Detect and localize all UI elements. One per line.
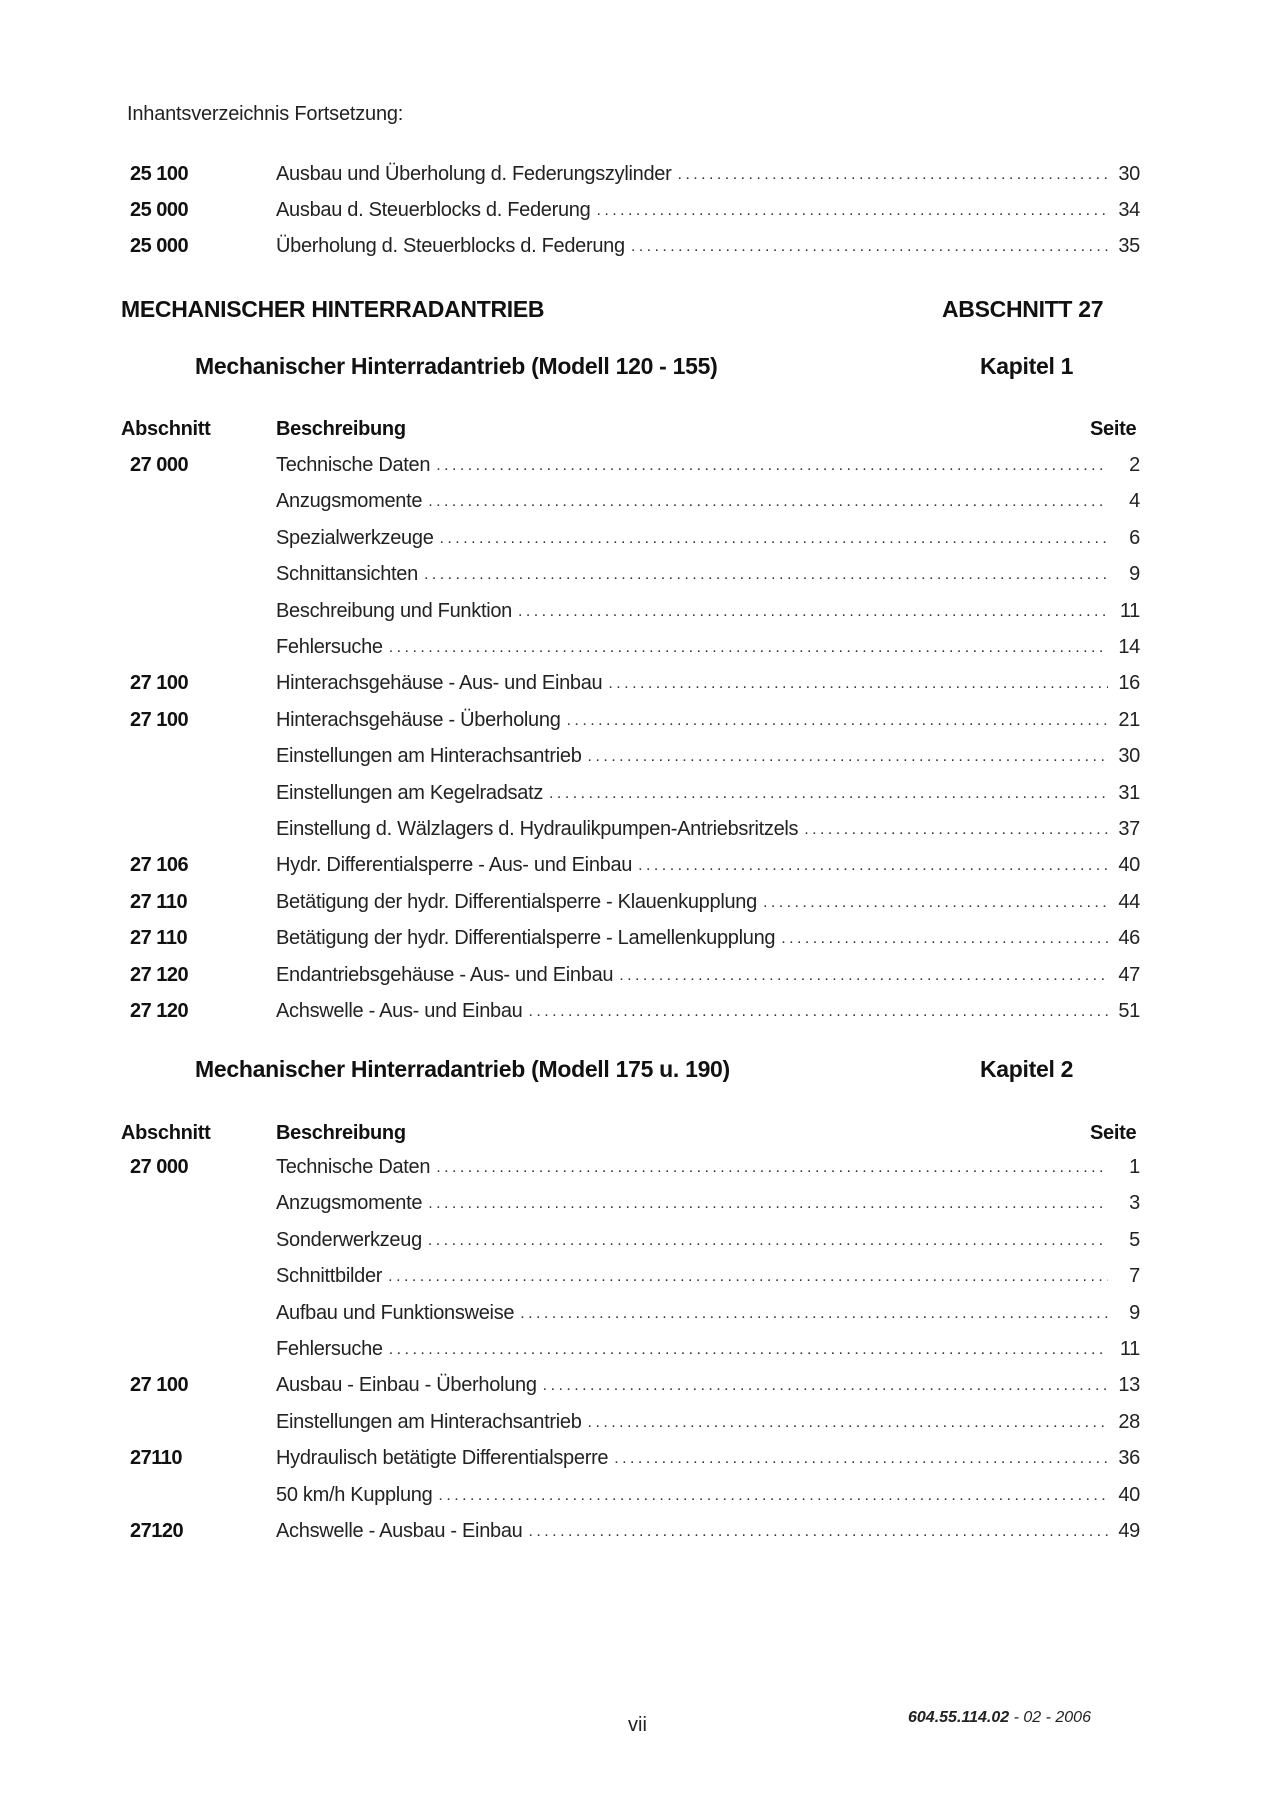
toc-entry[interactable] <box>120 560 1140 588</box>
entry-page-number: 2 <box>1129 454 1140 476</box>
dot-leader <box>588 1409 1108 1437</box>
entry-page-number: 30 <box>1118 163 1140 185</box>
toc-entry[interactable] <box>120 961 1140 989</box>
entry-description: Aufbau und Funktionsweise <box>276 1301 515 1324</box>
entry-page-number: 1 <box>1129 1156 1140 1178</box>
dot-leader <box>428 1190 1108 1218</box>
dot-leader <box>424 561 1108 589</box>
entry-description: Technische Daten <box>276 454 431 476</box>
entry-page-number: 3 <box>1129 1192 1140 1215</box>
dot-leader <box>428 1227 1108 1255</box>
dot-leader <box>608 670 1108 698</box>
entry-description: Anzugsmomente <box>276 1192 423 1215</box>
toc-entry[interactable] <box>120 888 1140 916</box>
column-header-section: Abschnitt <box>121 418 211 440</box>
entry-section-number: 27 100 <box>130 672 189 695</box>
toc-entry[interactable] <box>120 997 1140 1025</box>
dot-leader <box>588 743 1108 771</box>
entry-page-number: 9 <box>1129 1301 1140 1324</box>
entry-description: Anzugsmomente <box>276 490 423 513</box>
section-title: MECHANISCHER HINTERRADANTRIEB <box>121 296 545 322</box>
entry-page-number: 16 <box>1118 672 1140 695</box>
entry-page-number: 28 <box>1118 1410 1140 1433</box>
entry-page-number: 49 <box>1118 1520 1140 1542</box>
chapter-number: Kapitel 1 <box>980 353 1074 379</box>
dot-leader <box>677 161 1108 189</box>
entry-section-number: 27 000 <box>130 1156 189 1178</box>
entry-section-number: 27 000 <box>130 454 189 476</box>
entry-description: Achswelle - Aus- und Einbau <box>276 1000 523 1022</box>
column-header-description: Beschreibung <box>276 418 406 440</box>
toc-entry[interactable] <box>120 706 1140 734</box>
entry-page-number: 4 <box>1129 490 1140 513</box>
dot-leader <box>520 1300 1108 1328</box>
dot-leader <box>567 707 1108 735</box>
toc-entry[interactable] <box>120 669 1140 697</box>
toc-entry[interactable] <box>120 815 1140 843</box>
toc-entry[interactable] <box>120 1189 1140 1217</box>
toc-entry[interactable] <box>120 160 1140 188</box>
dot-leader <box>440 525 1108 553</box>
entry-page-number: 5 <box>1129 1228 1140 1251</box>
toc-entry[interactable] <box>120 1517 1140 1545</box>
entry-description: Sonderwerkzeug <box>276 1228 422 1251</box>
entry-page-number: 31 <box>1118 781 1140 804</box>
dot-leader <box>781 925 1108 953</box>
toc-entry[interactable] <box>120 1371 1140 1399</box>
entry-page-number: 46 <box>1118 927 1140 950</box>
section-number: ABSCHNITT 27 <box>942 296 1104 322</box>
entry-description: Ausbau und Überholung d. Federungszylinder <box>276 163 672 185</box>
entry-page-number: 21 <box>1118 708 1140 731</box>
entry-description: Schnittbilder <box>276 1265 383 1288</box>
footer-page-number: vii <box>628 1714 647 1736</box>
entry-description: Fehlersuche <box>276 636 383 658</box>
entry-page-number: 36 <box>1118 1447 1140 1470</box>
entry-description: Hinterachsgehäuse - Überholung <box>276 708 561 731</box>
entry-page-number: 9 <box>1129 563 1140 586</box>
entry-page-number: 13 <box>1118 1374 1140 1397</box>
column-header-description: Beschreibung <box>276 1122 406 1144</box>
entry-page-number: 44 <box>1118 890 1140 913</box>
footer-document-id <box>908 1709 1091 1727</box>
entry-page-number: 11 <box>1119 1338 1140 1360</box>
entry-description: Einstellung d. Wälzlagers d. Hydraulikpumpen-Antriebsritzels <box>276 818 799 840</box>
toc-entry[interactable] <box>120 597 1140 625</box>
toc-entry[interactable] <box>120 1226 1140 1254</box>
entry-description: Spezialwerkzeuge <box>276 526 434 549</box>
toc-entry[interactable] <box>120 1262 1140 1290</box>
column-header-page: Seite <box>1090 418 1137 440</box>
dot-leader <box>428 488 1108 516</box>
toc-entry[interactable] <box>120 196 1140 224</box>
entry-page-number: 6 <box>1129 526 1140 549</box>
entry-section-number: 25 000 <box>130 199 189 221</box>
dot-leader <box>529 1518 1109 1546</box>
column-header-page: Seite <box>1090 1122 1137 1144</box>
entry-description: Ausbau - Einbau - Überholung <box>276 1374 537 1397</box>
dot-leader <box>619 962 1108 990</box>
dot-leader <box>389 1336 1108 1364</box>
entry-page-number: 7 <box>1129 1265 1140 1288</box>
entry-page-number: 34 <box>1118 199 1140 221</box>
dot-leader <box>543 1372 1108 1400</box>
entry-description: Fehlersuche <box>276 1338 383 1360</box>
dot-leader <box>549 780 1108 808</box>
dot-leader <box>436 1154 1108 1182</box>
entry-description: Einstellungen am Kegelradsatz <box>276 781 544 804</box>
toc-entry[interactable] <box>120 1481 1140 1509</box>
entry-section-number: 27 120 <box>130 1000 189 1022</box>
entry-page-number: 35 <box>1118 235 1140 257</box>
entry-section-number: 27 110 <box>130 927 188 950</box>
entry-description: Technische Daten <box>276 1156 431 1178</box>
entry-description: Einstellungen am Hinterachsantrieb <box>276 1410 582 1433</box>
toc-entry[interactable] <box>120 742 1140 770</box>
entry-description: Achswelle - Ausbau - Einbau <box>276 1520 523 1542</box>
dot-leader <box>529 998 1109 1026</box>
entry-description: Hydr. Differentialsperre - Aus- und Einbau <box>276 854 633 877</box>
dot-leader <box>804 816 1108 844</box>
chapter-title: Mechanischer Hinterradantrieb (Modell 120 - 155) <box>195 353 718 379</box>
doc-date: - 02 - 2006 <box>1009 1709 1091 1726</box>
toc-entry[interactable] <box>120 633 1140 661</box>
entry-description: Hinterachsgehäuse - Aus- und Einbau <box>276 672 603 695</box>
entry-page-number: 14 <box>1118 636 1140 658</box>
toc-continuation-label: Inhantsverzeichnis Fortsetzung: <box>127 103 404 125</box>
toc-entry[interactable] <box>120 1153 1140 1181</box>
chapter-title: Mechanischer Hinterradantrieb (Modell 175 u. 190) <box>195 1056 730 1082</box>
entry-section-number: 27 120 <box>130 963 189 986</box>
doc-number: 604.55.114.02 <box>908 1709 1010 1726</box>
toc-entry[interactable] <box>120 1335 1140 1363</box>
entry-description: Endantriebsgehäuse - Aus- und Einbau <box>276 963 614 986</box>
entry-description: Überholung d. Steuerblocks d. Federung <box>276 235 625 257</box>
entry-page-number: 47 <box>1118 963 1140 986</box>
entry-section-number: 27 110 <box>130 890 188 913</box>
entry-description: Einstellungen am Hinterachsantrieb <box>276 745 582 768</box>
toc-entry[interactable] <box>120 924 1140 952</box>
dot-leader <box>763 889 1108 917</box>
entry-section-number: 27 106 <box>130 854 189 877</box>
dot-leader <box>436 452 1108 480</box>
entry-section-number: 27110 <box>130 1447 183 1470</box>
toc-entry[interactable] <box>120 524 1140 552</box>
entry-section-number: 27 100 <box>130 708 189 731</box>
entry-section-number: 27120 <box>130 1520 184 1542</box>
entry-section-number: 25 000 <box>130 235 189 257</box>
entry-description: Hydraulisch betätigte Differentialsperre <box>276 1447 609 1470</box>
toc-entry[interactable] <box>120 487 1140 515</box>
dot-leader <box>518 598 1108 626</box>
entry-description: 50 km/h Kupplung <box>276 1483 433 1506</box>
entry-description: Betätigung der hydr. Differentialsperre - Lamellenkupplung <box>276 927 776 950</box>
column-header-section: Abschnitt <box>121 1122 211 1144</box>
toc-entry[interactable] <box>120 1408 1140 1436</box>
entry-section-number: 25 100 <box>130 163 189 185</box>
dot-leader <box>596 197 1108 225</box>
toc-entry[interactable] <box>120 451 1140 479</box>
entry-description: Betätigung der hydr. Differentialsperre - Klauenkupplung <box>276 890 757 913</box>
toc-entry[interactable] <box>120 851 1140 879</box>
dot-leader <box>631 233 1108 261</box>
entry-description: Schnittansichten <box>276 563 418 586</box>
entry-page-number: 51 <box>1118 1000 1140 1022</box>
dot-leader <box>389 634 1108 662</box>
dot-leader <box>388 1263 1108 1291</box>
toc-entry[interactable] <box>120 779 1140 807</box>
toc-entry[interactable] <box>120 1299 1140 1327</box>
entry-description: Beschreibung und Funktion <box>276 599 512 622</box>
entry-page-number: 11 <box>1119 599 1140 622</box>
entry-description: Ausbau d. Steuerblocks d. Federung <box>276 199 591 221</box>
dot-leader <box>438 1482 1108 1510</box>
toc-entry[interactable] <box>120 1444 1140 1472</box>
chapter-number: Kapitel 2 <box>980 1056 1074 1082</box>
toc-entry[interactable] <box>120 232 1140 260</box>
dot-leader <box>638 852 1108 880</box>
entry-page-number: 37 <box>1118 818 1140 840</box>
entry-page-number: 40 <box>1118 854 1140 877</box>
entry-page-number: 30 <box>1118 745 1140 768</box>
dot-leader <box>614 1445 1108 1473</box>
entry-section-number: 27 100 <box>130 1374 189 1397</box>
entry-page-number: 40 <box>1118 1483 1140 1506</box>
